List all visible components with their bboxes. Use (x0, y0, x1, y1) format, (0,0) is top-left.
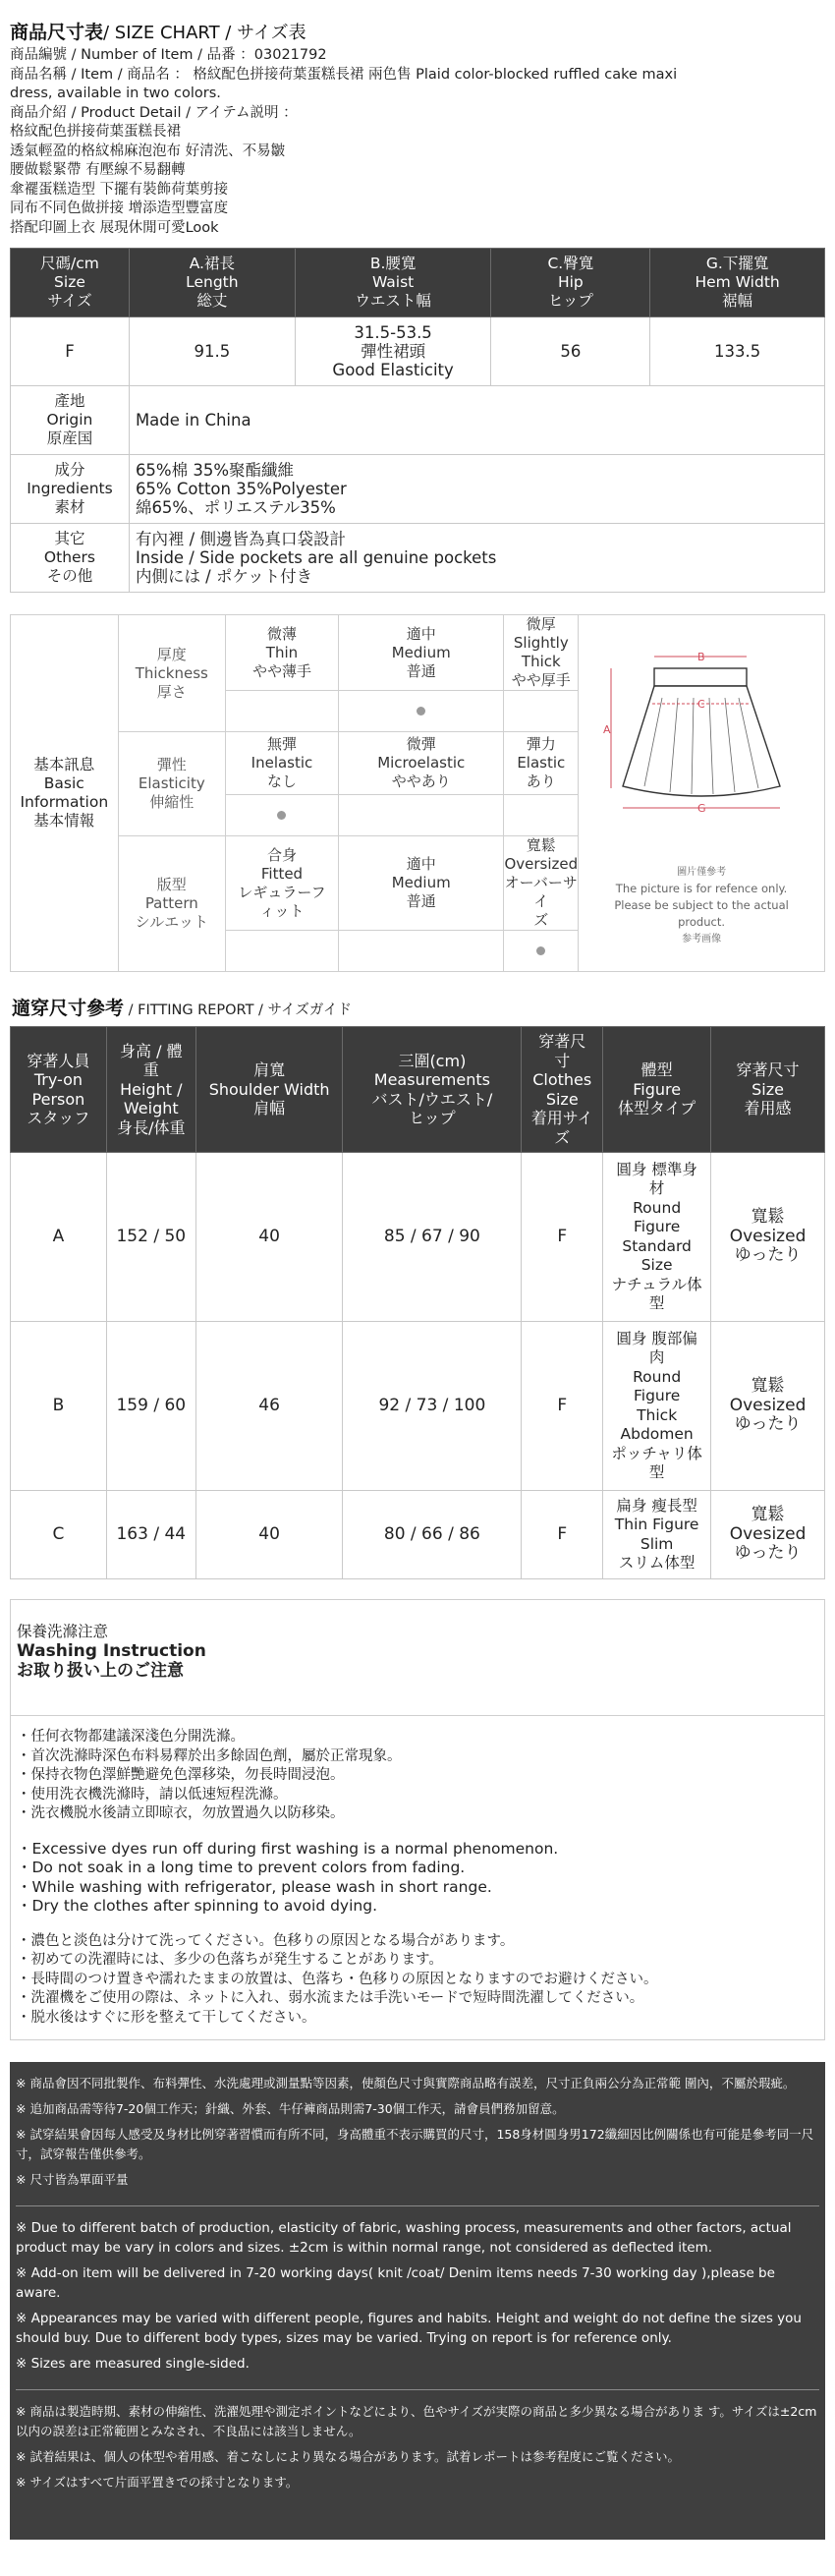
fitting-table (10, 1026, 825, 1579)
ingredients-label: 成分 Ingredients 素材 (11, 455, 130, 524)
origin-row (11, 386, 825, 455)
elasticity-mark (504, 795, 579, 836)
product-header (0, 0, 835, 238)
washing-line: ・使用洗衣機洗滌時，請以低速短程洗滌。 (17, 1786, 288, 1803)
origin-label: 產地 Origin 原産国 (11, 386, 130, 455)
clothes-size-cell: F (522, 1153, 603, 1322)
height-weight-cell: 159 / 60 (106, 1322, 195, 1491)
col-header-shoulder: 肩寬 Shoulder Width 肩幅 (195, 1027, 343, 1153)
note-line: ※ Due to different batch of production, elasticity of fabric, washing process, measurements and other factors, actual product may be vary in colors and sizes. ±2cm is within normal range, not considered as deflected item. (16, 2220, 792, 2256)
others-value: 有內裡 / 側邊皆為真口袋設計 Inside / Side pockets are all genuine pockets 内側には / ポケット付き (129, 524, 824, 593)
col-header-length: A.裙長 Length 総丈 (129, 249, 295, 317)
washing-line: ・首次洗滌時深色布料易釋於出多餘固色劑，屬於正常現象。 (17, 1747, 402, 1764)
header-line: 格紋配色拼接荷葉蛋糕長裙 (10, 124, 181, 140)
pattern-label: 版型 Pattern シルエット (118, 836, 225, 972)
col-header-waist: B.腰寬 Waist ウエスト幅 (295, 249, 491, 317)
waist-letter: B (697, 651, 705, 663)
washing-title: 保養洗滌注意 Washing Instruction お取り扱い上のご注意 (11, 1600, 824, 1716)
notes-zh (16, 2062, 819, 2206)
table-row (11, 1491, 825, 1579)
col-header-measurements: 三圍(cm) Measurements バスト/ウエスト/ ヒップ (343, 1027, 522, 1153)
note-line: ※ 商品は製造時期、素材の伸縮性、洗濯処理や測定ポイントなどにより、色やサイズが実際の商品と多少異なる場合がありま す。サイズは±2cm以内の誤差は正常範囲とみなされ、不良品には該当しません。 (16, 2404, 817, 2438)
washing-line: ・Excessive dyes run off during first washing is a normal phenomenon. (17, 1839, 559, 1858)
col-header-feel: 穿著尺寸 Size 着用感 (711, 1027, 825, 1153)
hip-letter: C (697, 698, 705, 711)
washing-line: ・洗濯機をご使用の際は、ネットに入れ、弱水流または手洗いモードで短時間洗濯してください。 (17, 1990, 644, 2006)
waistband-shape (654, 668, 747, 686)
col-header-clothes-size: 穿著尺 寸 Clothes Size 着用サイ ズ (522, 1027, 603, 1153)
origin-value: Made in China (129, 386, 824, 455)
washing-line: ・任何衣物都建議深淺色分開洗滌。 (17, 1729, 245, 1745)
note-line: ※ Appearances may be varied with different people, figures and habits. Height and weight do not define the sizes you should buy. Due to different body types, sizes may be varied. Trying on report is for reference only. (16, 2311, 802, 2346)
header-line: 商品編號 / Number of Item / 品番 ：03021792 (10, 47, 327, 63)
selected-dot (536, 946, 545, 955)
note-line: ※ 試穿結果會因每人感受及身材比例穿著習慣而有所不同，身高體重不表示購買的尺寸，158身材圓身男172纖細因比例關係也有可能是參考同一尺寸，試穿報告僅供參考。 (16, 2127, 814, 2161)
others-row (11, 524, 825, 593)
header-line: 透氣輕盈的格紋棉麻泡泡布 好清洗、不易皺 (10, 143, 286, 159)
header-line: 腰做鬆緊帶 有壓線不易翻轉 (10, 162, 186, 178)
elasticity-option: 無彈 Inelastic なし (225, 732, 338, 795)
notes-panel (10, 2062, 825, 2540)
thickness-label: 厚度 Thickness 厚さ (118, 615, 225, 732)
person-cell: B (11, 1322, 107, 1491)
header-line: 傘襬蛋糕造型 下擺有裝飾荷葉剪接 (10, 181, 229, 198)
basic-info-table (10, 614, 825, 972)
washing-line: ・長時間のつけ置きや濡れたままの放置は、色落ち・色移りの原因となりますのでお避けください。 (17, 1971, 658, 1987)
length-letter: A (603, 723, 611, 736)
note-line: ※ サイズはすべて片面平置きでの採寸となります。 (16, 2475, 299, 2490)
measurements-cell: 80 / 66 / 86 (343, 1491, 522, 1579)
note-line: ※ Add-on item will be delivered in 7-20 working days( knit /coat/ Denim items needs 7-30 working day ),please be aware. (16, 2265, 775, 2301)
note-line: ※ 試着結果は、個人の体型や着用感、着こなしにより異なる場合があります。試着レポートは参考程度にご覧ください。 (16, 2449, 680, 2464)
pattern-mark (338, 931, 503, 972)
clothes-size-cell: F (522, 1322, 603, 1491)
notes-ja (16, 2390, 819, 2508)
washing-line: ・初めての洗濯時には、多少の色落ちが発生することがあります。 (17, 1952, 443, 1968)
washing-line: ・保持衣物色澤鮮艷避免色澤移染，勿長時間浸泡。 (17, 1767, 345, 1783)
pattern-option: 適中 Medium 普通 (338, 836, 503, 931)
height-weight-cell: 152 / 50 (106, 1153, 195, 1322)
height-weight-cell: 163 / 44 (106, 1491, 195, 1579)
elasticity-option: 微彈 Microelastic ややあり (338, 732, 503, 795)
note-line: ※ Sizes are measured single-sided. (16, 2356, 250, 2372)
header-line: 商品介紹 / Product Detail / アイテム説明 ： (10, 104, 298, 121)
washing-instruction (10, 1599, 825, 2040)
header-line: 商品名稱 / Item / 商品名 ： 格紋配色拼接荷葉蛋糕長裙 兩色售 Plaid color-blocked ruffled cake maxi (10, 66, 678, 83)
elasticity-option: 彈力 Elastic あり (504, 732, 579, 795)
thickness-mark (338, 691, 503, 732)
ingredients-row (11, 455, 825, 524)
washing-line: ・洗衣機脱水後請立即晾衣，勿放置過久以防移染。 (17, 1805, 345, 1821)
pattern-option: 合身 Fitted レギュラーフ ィット (225, 836, 338, 931)
thickness-mark (504, 691, 579, 732)
waist-value: 31.5-53.5 彈性裙頭 Good Elasticity (295, 317, 491, 386)
selected-dot (277, 811, 286, 820)
thickness-mark (225, 691, 338, 732)
others-label: 其它 Others その他 (11, 524, 130, 593)
washing-line: ・Do not soak in a long time to prevent colors from fading. (17, 1859, 466, 1876)
col-header-size: 尺碼/cm Size サイズ (11, 249, 130, 317)
elasticity-mark (338, 795, 503, 836)
header-line: 搭配印圖上衣 展現休閒可愛Look (10, 219, 219, 236)
notes-en (16, 2206, 819, 2390)
note-line: ※ 尺寸皆為單面平量 (16, 2172, 129, 2187)
col-header-figure: 體型 Figure 体型タイプ (603, 1027, 711, 1153)
ingredients-value: 65%棉 35%聚酯纖維 65% Cotton 35%Polyester 綿65%、ポリエステル35% (129, 455, 824, 524)
fitting-title: 適穿尺寸參考 / FITTING REPORT / サイズガイド (12, 998, 352, 1019)
pattern-option: 寬鬆 Oversized オーバーサイ ズ (504, 836, 579, 929)
size-value: F (11, 317, 130, 386)
diagram-caption: 圖片僅參考 The picture is for refence only. Please be subject to the actual product. 参考画像 (614, 867, 789, 945)
figure-cell: 圓身 腹部偏 肉 Round Figure Thick Abdomen ポッチャリ体 型 (603, 1322, 711, 1491)
feel-cell: 寬鬆 Ovesized ゆったり (711, 1491, 825, 1579)
basic-info-label: 基本訊息 Basic Information 基本情報 (11, 615, 119, 972)
washing-line: ・While washing with refrigerator, please wash in short range. (17, 1877, 492, 1896)
figure-cell: 圓身 標準身 材 Round Figure Standard Size ナチュラル体 型 (603, 1153, 711, 1322)
col-header-person: 穿著人員 Try-on Person スタッフ (11, 1027, 107, 1153)
size-chart-table (10, 248, 825, 593)
col-header-hip: C.臀寬 Hip ヒップ (491, 249, 650, 317)
washing-line: ・濃色と淡色は分けて洗ってください。色移りの原因となる場合があります。 (17, 1932, 515, 1949)
thickness-option: 適中 Medium 普通 (338, 615, 503, 691)
feel-cell: 寬鬆 Ovesized ゆったり (711, 1153, 825, 1322)
table-row (11, 1153, 825, 1322)
shoulder-cell: 46 (195, 1322, 343, 1491)
header-line: dress, available in two colors. (10, 86, 221, 101)
note-line: ※ 追加商品需等待7-20個工作天；針織、外套、牛仔褲商品則需7-30個工作天，請會員們務加留意。 (16, 2101, 565, 2116)
hip-value: 56 (491, 317, 650, 386)
measurements-cell: 85 / 67 / 90 (343, 1153, 522, 1322)
elasticity-mark (225, 795, 338, 836)
person-cell: A (11, 1153, 107, 1322)
person-cell: C (11, 1491, 107, 1579)
table-row (11, 317, 825, 386)
col-header-height-weight: 身高 / 體 重 Height / Weight 身長/体重 (106, 1027, 195, 1153)
clothes-size-cell: F (522, 1491, 603, 1579)
col-header-hem: G.下擺寬 Hem Width 裾幅 (650, 249, 825, 317)
figure-cell: 扁身 瘦長型 Thin Figure Slim スリム体型 (603, 1491, 711, 1579)
elasticity-label: 彈性 Elasticity 伸縮性 (118, 732, 225, 836)
table-row (11, 1322, 825, 1491)
thickness-option: 微薄 Thin やや薄手 (225, 615, 338, 691)
washing-line: ・Dry the clothes after spinning to avoid dying. (17, 1897, 378, 1915)
pattern-mark (504, 931, 579, 972)
skirt-diagram (584, 639, 819, 855)
note-line: ※ 商品會因不同批製作、布料彈性、水洗處理或測量點等因素，使顏色尺寸與實際商品略有誤差，尺寸正負兩公分為正常範 圍內，不屬於瑕疵。 (16, 2076, 796, 2090)
washing-body (11, 1716, 824, 2039)
hem-letter: G (697, 802, 706, 815)
shoulder-cell: 40 (195, 1491, 343, 1579)
header-line: 同布不同色做拼接 增添造型豐富度 (10, 200, 229, 216)
selected-dot (417, 707, 425, 716)
length-value: 91.5 (129, 317, 295, 386)
hem-value: 133.5 (650, 317, 825, 386)
size-chart-title: 商品尺寸表/ SIZE CHART / サイズ表 (10, 22, 306, 43)
thickness-option: 微厚 Slightly Thick やや厚手 (504, 615, 579, 691)
feel-cell: 寬鬆 Ovesized ゆったり (711, 1322, 825, 1491)
measurements-cell: 92 / 73 / 100 (343, 1322, 522, 1491)
washing-line: ・脱水後はすぐに形を整えて干してください。 (17, 2009, 316, 2026)
skirt-diagram-cell (579, 615, 825, 972)
shoulder-cell: 40 (195, 1153, 343, 1322)
pattern-mark (225, 931, 338, 972)
